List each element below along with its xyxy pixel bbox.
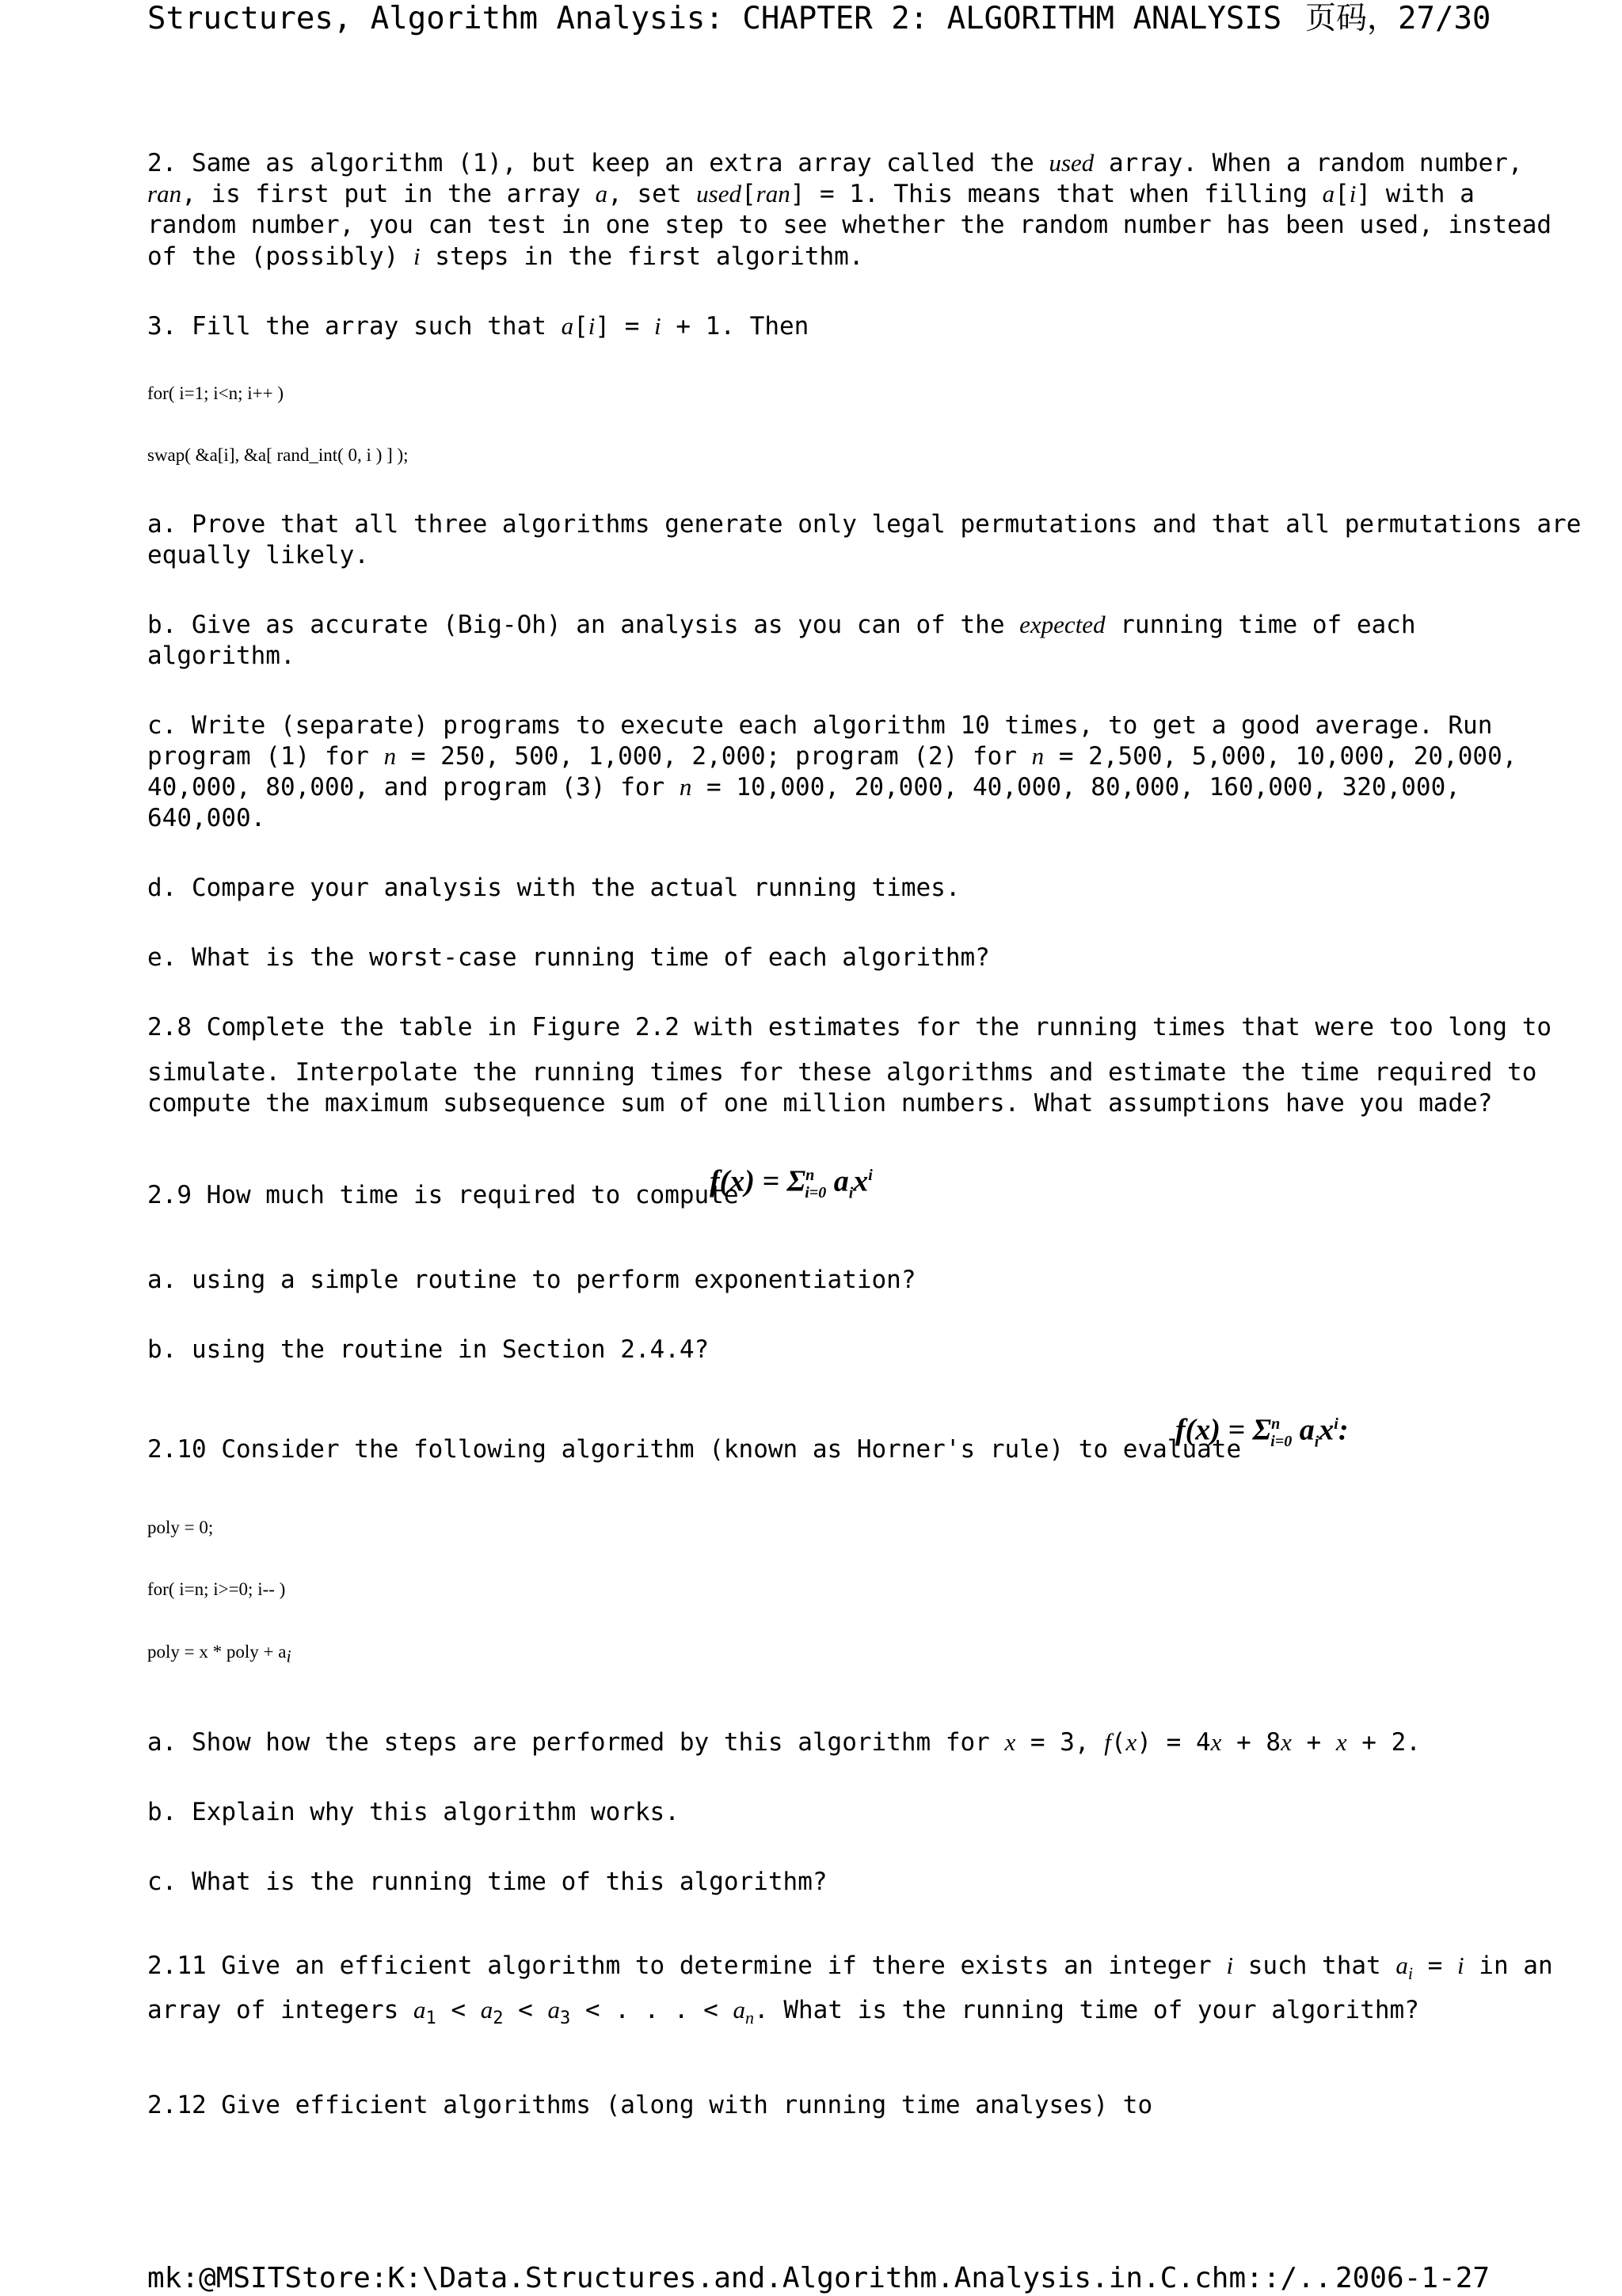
part-b-line1: b. Give as accurate (Big-Oh) an analysis as you can of the expected running time of each (147, 611, 1416, 639)
item2-line4: of the (possibly) i steps in the first algorithm. (147, 242, 864, 271)
item2-line2: ran, is first put in the array a, set used[ran] = 1. This means that when filling a[i] with a (147, 180, 1475, 208)
q29-part-a: a. using a simple routine to perform exponentiation? (147, 1266, 916, 1294)
part-d: d. Compare your analysis with the actual running times. (147, 874, 961, 902)
q29-formula: $f(x) = \Sigma^n_{i=0}$ $a_ix^i$ (710, 1164, 873, 1202)
part-c-line4: 640,000. (147, 804, 266, 832)
footer-date: 2006-1-27 (1335, 2262, 1491, 2294)
q210-code-for: for( i=n; i>=0; i-- ) (147, 1579, 286, 1599)
part-c-line3: 40,000, 80,000, and program (3) for n = 10,000, 20,000, 40,000, 80,000, 160,000, 320,000, (147, 773, 1460, 802)
q28-line1: 2.8 Complete the table in Figure 2.2 with estimates for the running times that were too long to (147, 1013, 1552, 1041)
item3-code-for: for( i=1; i<n; i++ ) (147, 383, 284, 403)
part-c-line1: c. Write (separate) programs to execute each algorithm 10 times, to get a good average. Run (147, 711, 1493, 740)
q210-text: 2.10 Consider the following algorithm (known as Horner's rule) to evaluate (147, 1435, 1242, 1464)
q28-line3: compute the maximum subsequence sum of one million numbers. What assumptions have you made? (147, 1089, 1493, 1118)
footer-path: mk:@MSITStore:K:\Data.Structures.and.Algorithm.Analysis.in.C.chm::/... (147, 2262, 1350, 2294)
q210-part-b: b. Explain why this algorithm works. (147, 1798, 680, 1826)
q210-part-a: a. Show how the steps are performed by this algorithm for x = 3, f(x) = 4x + 8x + x + 2. (147, 1728, 1421, 1757)
part-c-line2: program (1) for n = 250, 500, 1,000, 2,000; program (2) for n = 2,500, 5,000, 10,000, 20,000, (147, 742, 1517, 771)
item3-line: 3. Fill the array such that a[i] = i + 1. Then (147, 312, 809, 341)
item2-line3: random number, you can test in one step to see whether the random number has been used, instead (147, 211, 1552, 239)
page-number: 页码，27/30 (1305, 1, 1491, 36)
part-b-line2: algorithm. (147, 642, 295, 670)
q212-text: 2.12 Give efficient algorithms (along with running time analyses) to (147, 2091, 1153, 2119)
q29-part-b: b. using the routine in Section 2.4.4? (147, 1335, 710, 1364)
q210-part-c: c. What is the running time of this algorithm? (147, 1868, 828, 1896)
q29-text: 2.9 How much time is required to compute (147, 1181, 739, 1209)
header-title: Structures, Algorithm Analysis: CHAPTER 2: ALGORITHM ANALYSIS (147, 1, 1282, 36)
q210-formula: $f(x) = \Sigma^n_{i=0}$ $a_ix^i$: (1175, 1413, 1349, 1451)
q210-code-poly: poly = x * poly + $a_i$ (147, 1642, 291, 1666)
q28-line2: simulate. Interpolate the running times for these algorithms and estimate the time required to (147, 1058, 1537, 1087)
part-e: e. What is the worst-case running time of each algorithm? (147, 943, 990, 972)
q210-code-init: poly = 0; (147, 1517, 214, 1537)
q211-line1: 2.11 Give an efficient algorithm to determine if there exists an integer i such that $a_i = i$ in an (147, 1951, 1553, 1984)
part-a-line1: a. Prove that all three algorithms generate only legal permutations and that all permutations are (147, 510, 1582, 539)
q211-line2: array of integers $a_1 < a_2 < a_3$ < . . . < $a_n$. What is the running time of your algorithm? (147, 1996, 1419, 2029)
part-a-line2: equally likely. (147, 541, 369, 569)
item3-code-swap: swap( &a[i], &a[ rand_int( 0, i ) ] ); (147, 445, 409, 465)
item2-line1: 2. Same as algorithm (1), but keep an extra array called the used array. When a random number, (147, 149, 1523, 177)
